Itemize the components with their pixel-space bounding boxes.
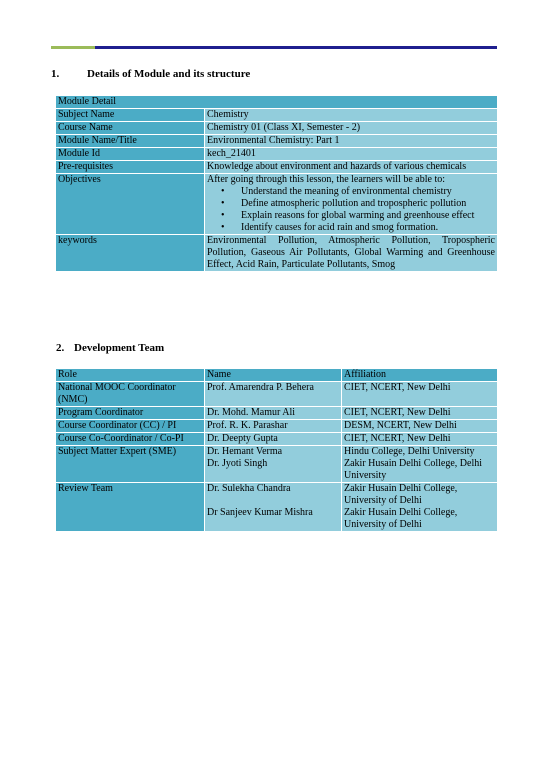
row-label: Subject Name: [56, 109, 205, 122]
section-2-heading: [56, 342, 164, 354]
team-affiliation-cell: [342, 433, 498, 446]
table-row: [56, 148, 498, 161]
team-name: Prof. R. K. Parashar: [207, 420, 288, 431]
header-rule: [51, 46, 497, 49]
team-role: Review Team: [56, 483, 205, 532]
team-name-cell: [205, 420, 342, 433]
column-header-role: Role: [56, 369, 205, 382]
row-value: Environmental Chemistry: Part 1: [205, 135, 498, 148]
objectives-intro: After going through this lesson, the learners will be able to:: [207, 174, 446, 185]
team-role: Program Coordinator: [56, 407, 205, 420]
keywords-label: keywords: [56, 235, 205, 272]
table-row: [56, 446, 498, 483]
row-label: Pre-requisites: [56, 161, 205, 174]
keywords-value: Environmental Pollution, Atmospheric Pollution, Tropospheric Pollution, Gaseous Air Pollutants, Global Warming and Greenhouse Effect, Acid Rain, Particulate Pollutants, Smog: [205, 235, 498, 272]
table-row: [56, 420, 498, 433]
table-header-row: [56, 96, 498, 109]
table-row: [56, 109, 498, 122]
table-row: [56, 122, 498, 135]
header-rule-accent: [51, 46, 95, 49]
team-role: Subject Matter Expert (SME): [56, 446, 205, 483]
table-row: [56, 407, 498, 420]
objectives-cell: [205, 174, 498, 235]
table-header-row: [56, 369, 498, 382]
team-affiliation: DESM, NCERT, New Delhi: [344, 420, 457, 431]
row-value: kech_21401: [205, 148, 498, 161]
team-name: Dr. Hemant Verma: [207, 446, 283, 457]
team-name: Dr Sanjeev Kumar Mishra: [207, 507, 313, 518]
team-affiliation-cell: [342, 407, 498, 420]
team-name-cell: [205, 382, 342, 407]
team-affiliation-cell: [342, 446, 498, 483]
header-rule-main: [95, 46, 497, 49]
team-role: Course Co-Coordinator / Co-PI: [56, 433, 205, 446]
row-value: Chemistry: [205, 109, 498, 122]
team-name: Prof. Amarendra P. Behera: [207, 382, 314, 393]
team-affiliation: CIET, NCERT, New Delhi: [344, 407, 451, 418]
objective-item: • Define atmospheric pollution and tropospheric pollution: [241, 198, 495, 210]
team-name-cell: [205, 407, 342, 420]
team-name-cell: [205, 483, 342, 532]
team-affiliation: Hindu College, Delhi University: [344, 446, 475, 457]
team-name: Dr. Sulekha Chandra: [207, 483, 291, 494]
row-label: Module Id: [56, 148, 205, 161]
team-affiliation-cell: [342, 382, 498, 407]
team-affiliation-cell: [342, 420, 498, 433]
row-label: Module Name/Title: [56, 135, 205, 148]
column-header-affiliation: Affiliation: [342, 369, 498, 382]
row-value: Knowledge about environment and hazards of various chemicals: [205, 161, 498, 174]
module-detail-header: Module Detail: [56, 96, 498, 109]
table-row: [56, 161, 498, 174]
table-row: [56, 382, 498, 407]
table-row: [56, 433, 498, 446]
team-affiliation: Zakir Husain Delhi College, Delhi University: [344, 458, 483, 481]
team-name: Dr. Deepty Gupta: [207, 433, 278, 444]
team-affiliation-cell: [342, 483, 498, 532]
team-name-cell: [205, 433, 342, 446]
objectives-row: [56, 174, 498, 235]
module-detail-table: [55, 95, 498, 272]
section-1-title: Details of Module and its structure: [87, 68, 251, 80]
row-value: Chemistry 01 (Class XI, Semester - 2): [205, 122, 498, 135]
spacer: [207, 495, 339, 507]
team-name: Dr. Mohd. Mamur Ali: [207, 407, 296, 418]
objectives-label: Objectives: [56, 174, 205, 235]
column-header-name: Name: [205, 369, 342, 382]
team-affiliation: Zakir Husain Delhi College, University of Delhi: [344, 507, 458, 530]
objective-item: • Explain reasons for global warming and greenhouse effect: [241, 210, 495, 222]
development-team-table: [55, 368, 498, 532]
table-row: [56, 483, 498, 532]
objective-item: • Identify causes for acid rain and smog formation.: [241, 222, 495, 234]
row-label: Course Name: [56, 122, 205, 135]
team-role: Course Coordinator (CC) / PI: [56, 420, 205, 433]
section-2-number: 2.: [56, 342, 65, 354]
team-role: National MOOC Coordinator (NMC): [56, 382, 205, 407]
team-affiliation: Zakir Husain Delhi College, University of Delhi: [344, 483, 458, 506]
team-affiliation: CIET, NCERT, New Delhi: [344, 433, 451, 444]
table-row: [56, 135, 498, 148]
keywords-row: [56, 235, 498, 272]
objectives-list: [207, 186, 495, 234]
team-name: Dr. Jyoti Singh: [207, 458, 268, 469]
section-1-heading: [51, 68, 250, 80]
team-affiliation: CIET, NCERT, New Delhi: [344, 382, 451, 393]
objective-item: • Understand the meaning of environmental chemistry: [241, 186, 495, 198]
section-2-title: Development Team: [74, 342, 165, 354]
team-name-cell: [205, 446, 342, 483]
section-1-number: 1.: [51, 68, 60, 80]
